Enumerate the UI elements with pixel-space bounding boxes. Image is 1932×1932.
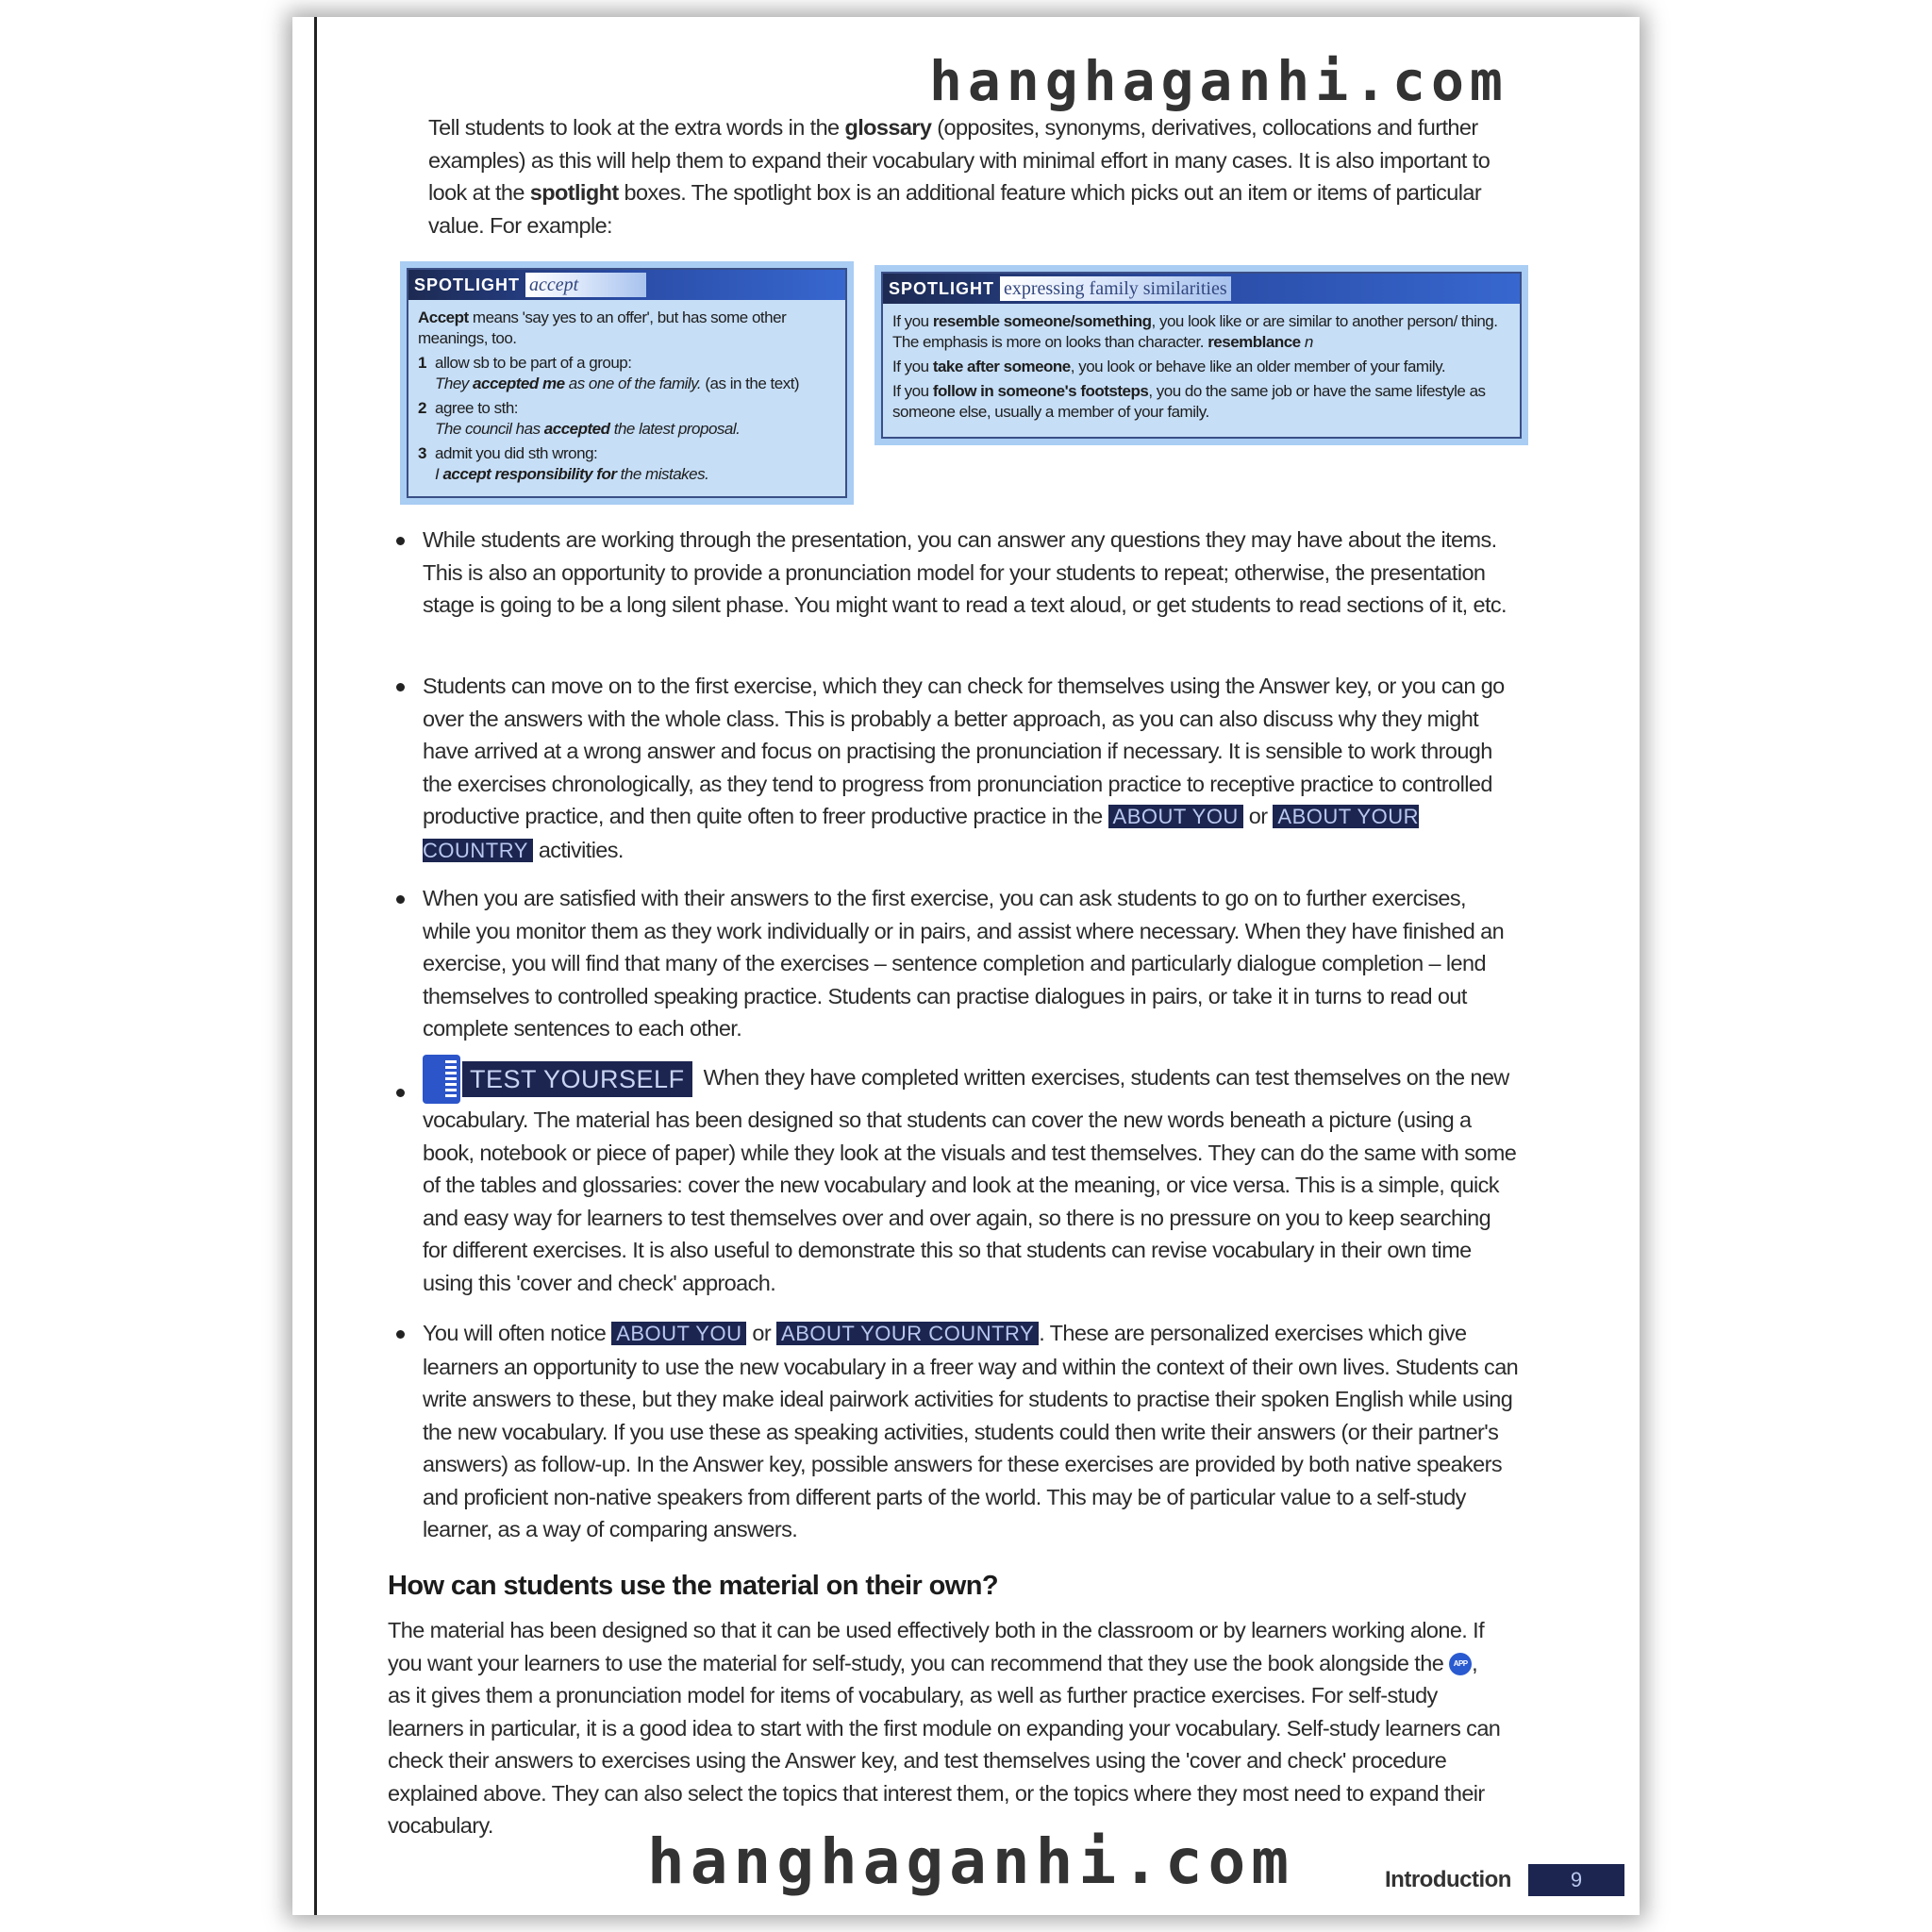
spotlight-lead	[418, 308, 836, 349]
text-run: When you are satisfied with their answers to the first exercise, you can ask students to go on to further exercises, while you monitor them as they work individually or in pairs, and assist where necessary. When they have finished an exercise, you will find that many of the exercises – sentence completion and particularly dialogue completion – lend themselves to controlled speaking practice. Students can practise dialogues in pairs, or take it in turns to read out complete sentences to each other.	[423, 886, 1505, 1041]
notebook-icon	[423, 1055, 460, 1104]
spotlight-accept-box	[400, 261, 854, 505]
text-run: , as it gives them a pronunciation model for items of vocabulary, as well as further practice exercises. For self-study learners in particular, it is a good idea to start with the first module on expanding your vocabulary. Self-study learners can check their answers to exercises using the Answer key, and test themselves using the 'cover and check' procedure explained above. They can also select the topics that interest them, or the topics where they most need to expand their vocabulary.	[388, 1650, 1501, 1838]
spotlight-title: expressing family similarities	[1000, 276, 1231, 301]
spotlight-item	[418, 443, 836, 485]
text-run: or	[746, 1321, 777, 1345]
text-run: If you	[892, 312, 933, 330]
text-run: follow in someone's footsteps	[932, 382, 1149, 400]
text-run: means 'say yes to an offer', but has some other meanings, too.	[418, 308, 787, 347]
page-number: 9	[1528, 1864, 1624, 1896]
spotlight-family-box	[874, 265, 1528, 445]
item-example	[418, 375, 799, 392]
text-run: as one of the family.	[564, 375, 702, 392]
spotlight-item	[418, 353, 836, 394]
spotlight-label: SPOTLIGHT	[414, 275, 520, 294]
text-run: activities.	[532, 837, 624, 862]
spotlight-label: SPOTLIGHT	[889, 278, 994, 298]
item-example	[418, 465, 708, 483]
text-run: You will often notice	[423, 1321, 612, 1345]
item-number: 1	[418, 354, 426, 372]
section-tag: ABOUT YOU	[1108, 805, 1243, 828]
app-icon: APP	[1449, 1653, 1472, 1675]
text-run: Tell students to look at the extra words in the	[428, 115, 845, 140]
text-run: While students are working through the presentation, you can answer any questions they may have about the items. This is also an opportunity to provide a pronunciation model for your students to repeat; otherwise, the presentation stage is going to be a long silent phase. You might want to read a text aloud, or get students to read sections of it, etc.	[423, 527, 1507, 617]
text-run: accepted	[543, 420, 610, 438]
text-run: the latest proposal.	[609, 420, 741, 438]
text-run: resemble someone/something	[932, 312, 1152, 330]
text-run: accepted me	[473, 375, 565, 392]
bullet-first-exercise	[396, 670, 1519, 867]
spotlight-title: accept	[525, 273, 646, 297]
page-spine-line	[314, 17, 317, 1915]
bullet-further-exercises	[396, 882, 1519, 1045]
watermark-bottom: hanghaganhi.com	[647, 1825, 1295, 1898]
item-definition: agree to sth:	[435, 399, 519, 417]
text-run: accept responsibility for	[442, 465, 617, 483]
spotlight-entry	[892, 381, 1510, 423]
text-run: glossary	[844, 115, 932, 140]
text-run: The council has	[435, 420, 544, 438]
text-run: If you	[892, 382, 933, 400]
item-example	[418, 420, 740, 438]
item-definition: admit you did sth wrong:	[435, 444, 598, 462]
text-run: resemblance	[1208, 333, 1301, 351]
text-run: or	[1242, 804, 1274, 828]
text-run: (as in the text)	[701, 375, 800, 392]
section-tag: ABOUT YOU	[611, 1322, 746, 1345]
bullet-presentation	[396, 524, 1519, 622]
text-run: spotlight	[529, 180, 619, 205]
test-yourself-badge: TEST YOURSELF	[423, 1055, 692, 1104]
spotlight-item	[418, 398, 836, 440]
text-run: n	[1300, 333, 1313, 351]
text-run: . These are personalized exercises which give learners an opportunity to use the new vocabulary in a freer way and within the context of their own lives. Students can write answers to these, but they make ideal pairwork activities for students to practise their spoken English while using the new vocabulary. If you use these as speaking activities, students could then write their answers (or their partner's answers) as follow-up. In the Answer key, possible answers for these exercises are provided by both native speakers and proficient non-native speakers from different parts of the world. This may be of particular value to a self-study learner, as a way of comparing answers.	[423, 1321, 1519, 1541]
bullet-about-you	[396, 1317, 1519, 1546]
spotlight-entry	[892, 311, 1510, 353]
text-run: (opposites, synonyms, derivatives, collocations and further examples) as this will help them to expand their vocabulary with minimal effort in many cases. It is also important to look at the	[428, 115, 1491, 205]
text-run: The material has been designed so that it can be used effectively both in the classroom or by learners working alone. If you want your learners to use the material for self-study, you can recommend that they use the book alongside the	[388, 1618, 1485, 1675]
section-tag: ABOUT YOUR COUNTRY	[776, 1322, 1039, 1345]
text-run: I	[435, 465, 443, 483]
item-number: 3	[418, 444, 426, 462]
text-run: If you	[892, 358, 933, 375]
text-run: take after someone	[932, 358, 1071, 375]
watermark-top: hanghaganhi.com	[929, 49, 1508, 113]
text-run: , you do the same job or have the same lifestyle as someone else, usually a member of your family.	[892, 382, 1486, 421]
text-run: Students can move on to the first exercise, which they can check for themselves using the Answer key, or you can go over the answers with the whole class. This is probably a better approach, as you can also discuss why they might have arrived at a wrong answer and focus on practising the pronunciation if necessary. It is sensible to work through the exercises chronologically, as they tend to progress from pronunciation practice to receptive practice to controlled productive practice, and then quite often to freer productive practice in the	[423, 674, 1505, 828]
spotlight-entry	[892, 357, 1510, 377]
section-heading: How can students use the material on their own?	[388, 1571, 998, 1601]
self-study-paragraph	[388, 1614, 1501, 1842]
text-run: Accept	[418, 308, 469, 326]
text-run: , you look like or are similar to another person/ thing. The emphasis is more on looks than character.	[892, 312, 1498, 351]
footer-section: Introduction	[1385, 1867, 1511, 1892]
intro-paragraph	[428, 111, 1513, 242]
item-definition: allow sb to be part of a group:	[435, 354, 632, 372]
text-run: When they have completed written exercises, students can test themselves on the new vocabulary. The material has been designed so that students can cover the new words beneath a picture (using a book, notebook or piece of paper) while they look at the visuals and test themselves. They can do the same with some of the tables and glossaries: cover the new vocabulary and look at the meaning, or vice versa. This is a simple, quick and easy way for learners to test themselves over and over again, so there is no pressure on you to keep searching for different exercises. It is also useful to demonstrate this so that students can revise vocabulary in their own time using this 'cover and check' approach.	[423, 1065, 1517, 1295]
text-run: the mistakes.	[616, 465, 709, 483]
text-run: boxes. The spotlight box is an additional feature which picks out an item or items of particular value. For example:	[428, 180, 1482, 238]
text-run: They	[435, 375, 474, 392]
text-run: , you look or behave like an older member of your family.	[1070, 358, 1446, 375]
bullet-test-yourself	[396, 1055, 1519, 1299]
page-footer	[1385, 1864, 1624, 1896]
item-number: 2	[418, 399, 426, 417]
section-tag: ABOUT YOUR COUNTRY	[423, 805, 1420, 862]
